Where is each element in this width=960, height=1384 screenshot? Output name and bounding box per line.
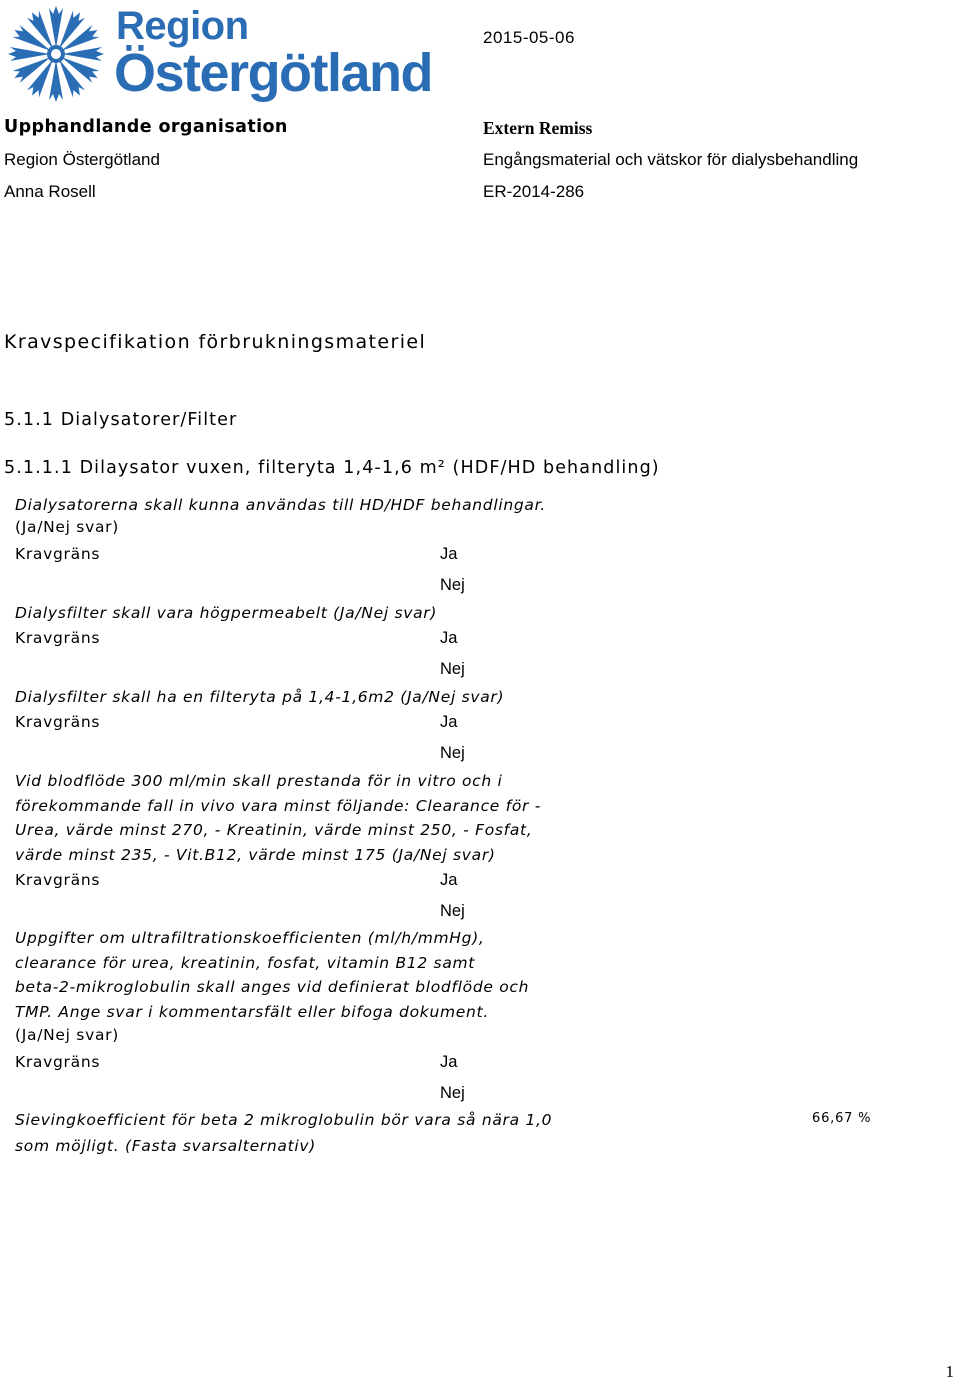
answer-no: Nej (440, 1084, 465, 1102)
kravgrans-label: Kravgräns (15, 1053, 101, 1071)
requirement-text: värde minst 235, - Vit.B12, värde minst 175 (Ja/Nej svar) (15, 846, 496, 864)
requirement-suffix: (Ja/Nej svar) (15, 518, 119, 536)
requirement-text: TMP. Ange svar i kommentarsfält eller bifoga dokument. (15, 1003, 489, 1021)
section-heading: 5.1.1 Dialysatorer/Filter (4, 410, 238, 430)
remiss-id: ER-2014-286 (483, 182, 585, 201)
score-value: 66,67 % (812, 1111, 872, 1126)
kravgrans-label: Kravgräns (15, 871, 101, 889)
requirement-text: Uppgifter om ultrafiltrationskoefficienten (ml/h/mmHg), (15, 929, 485, 947)
requirement-text: Vid blodflöde 300 ml/min skall prestanda för in vitro och i (15, 772, 503, 790)
answer-no: Nej (440, 660, 465, 678)
requirement-text: Urea, värde minst 270, - Kreatinin, värde minst 250, - Fosfat, (15, 821, 533, 839)
requirement-text: clearance för urea, kreatinin, fosfat, vitamin B12 samt (15, 954, 476, 972)
org-name: Region Östergötland (4, 150, 160, 169)
logo-line2: Östergötland (114, 43, 433, 103)
answer-no: Nej (440, 744, 465, 762)
region-logo (4, 2, 433, 106)
org-label: Upphandlande organisation (4, 117, 288, 137)
remiss-label: Extern Remiss (483, 118, 593, 138)
requirement-text: beta-2-mikroglobulin skall anges vid definierat blodflöde och (15, 978, 530, 996)
requirement-text: förekommande fall in vivo vara minst följande: Clearance för - (15, 797, 541, 815)
answer-yes: Ja (440, 713, 458, 731)
logo-line1: Region (116, 4, 249, 48)
answer-no: Nej (440, 902, 465, 920)
requirement-text: Sievingkoefficient för beta 2 mikroglobulin bör vara så nära 1,0 (15, 1111, 553, 1129)
kravgrans-label: Kravgräns (15, 545, 101, 563)
contact-name: Anna Rosell (4, 182, 96, 201)
kravgrans-label: Kravgräns (15, 713, 101, 731)
requirement-text: Dialysatorerna skall kunna användas till HD/HDF behandlingar. (15, 496, 546, 514)
flower-logo-icon (4, 2, 108, 106)
requirement-text: Dialysfilter skall vara högpermeabelt (Ja/Nej svar) (15, 604, 438, 622)
requirement-text: Dialysfilter skall ha en filteryta på 1,4-1,6m2 (Ja/Nej svar) (15, 688, 505, 706)
remiss-subject: Engångsmaterial och vätskor för dialysbehandling (483, 150, 859, 169)
page-title: Kravspecifikation förbrukningsmateriel (4, 331, 427, 353)
answer-yes: Ja (440, 871, 458, 889)
answer-yes: Ja (440, 1053, 458, 1071)
document-date: 2015-05-06 (483, 28, 575, 47)
requirement-text: som möjligt. (Fasta svarsalternativ) (15, 1137, 317, 1155)
answer-no: Nej (440, 576, 465, 594)
kravgrans-label: Kravgräns (15, 629, 101, 647)
answer-yes: Ja (440, 629, 458, 647)
page-number: 1 (945, 1362, 954, 1381)
subsection-heading: 5.1.1.1 Dilaysator vuxen, filteryta 1,4-1,6 m² (HDF/HD behandling) (4, 458, 660, 478)
answer-yes: Ja (440, 545, 458, 563)
requirement-suffix: (Ja/Nej svar) (15, 1026, 119, 1044)
